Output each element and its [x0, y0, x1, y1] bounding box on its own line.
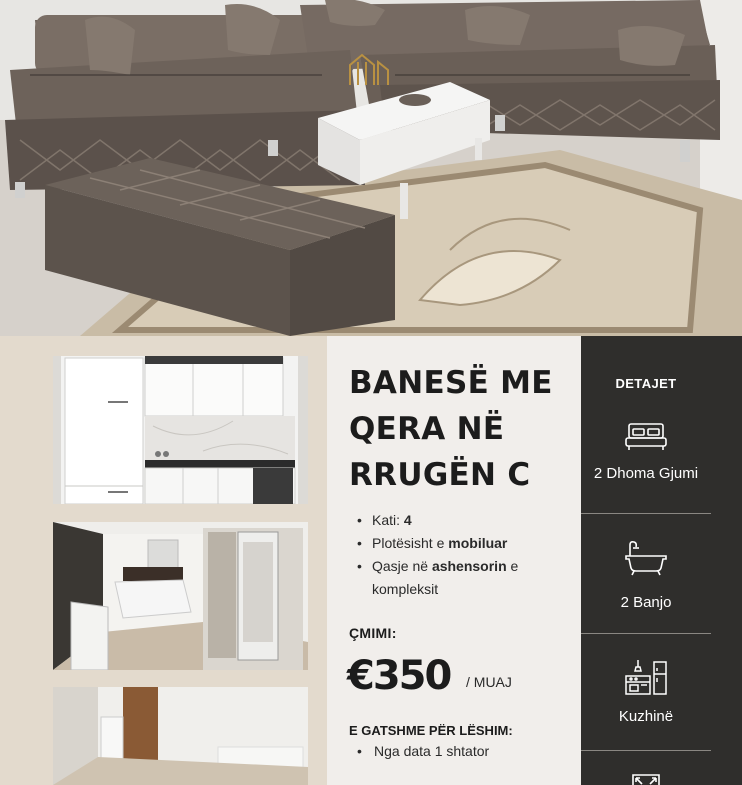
bedroom-photo: [53, 522, 308, 670]
price-label: ÇMIMI:: [349, 625, 397, 641]
details-title: DETAJET: [615, 376, 677, 391]
area-icon: [631, 773, 661, 785]
divider: [581, 633, 711, 634]
detail-label: 2 Banjo: [620, 594, 672, 611]
title-line: QERA NË: [349, 411, 505, 447]
second-bedroom-photo: [53, 687, 308, 785]
feature-item: • Kati: 4: [357, 509, 572, 532]
bed-icon: [624, 420, 668, 452]
details-panel: [581, 336, 742, 785]
price-period: / MUAJ: [466, 674, 512, 690]
divider: [581, 513, 711, 514]
listing-title: [349, 360, 574, 498]
detail-label: Kuzhinë: [618, 708, 674, 725]
title-line: BANESË ME: [349, 365, 553, 401]
photo-column: [0, 336, 327, 785]
feature-item: • Qasje në ashensorin e kompleksit: [357, 555, 572, 601]
availability-label: E GATSHME PËR LËSHIM:: [349, 723, 513, 738]
title-line: RRUGËN C: [349, 457, 531, 493]
availability-list: [357, 740, 489, 762]
detail-label: 2 Dhoma Gjumi: [593, 465, 699, 482]
listing-info: [327, 336, 581, 785]
price-value: €350: [347, 653, 451, 699]
detail-area: [581, 773, 711, 785]
bathtub-icon: [624, 540, 668, 576]
feature-item: • Plotësisht e mobiluar: [357, 532, 572, 555]
availability-item: • Nga data 1 shtator: [357, 740, 489, 762]
detail-kitchen: [581, 658, 711, 725]
detail-bathrooms: [581, 540, 711, 611]
divider: [581, 750, 711, 751]
living-room-photo: [0, 0, 742, 336]
kitchen-photo: [53, 356, 308, 504]
detail-bedrooms: [581, 420, 711, 482]
feature-list: [357, 509, 572, 601]
kitchen-icon: [624, 658, 668, 696]
